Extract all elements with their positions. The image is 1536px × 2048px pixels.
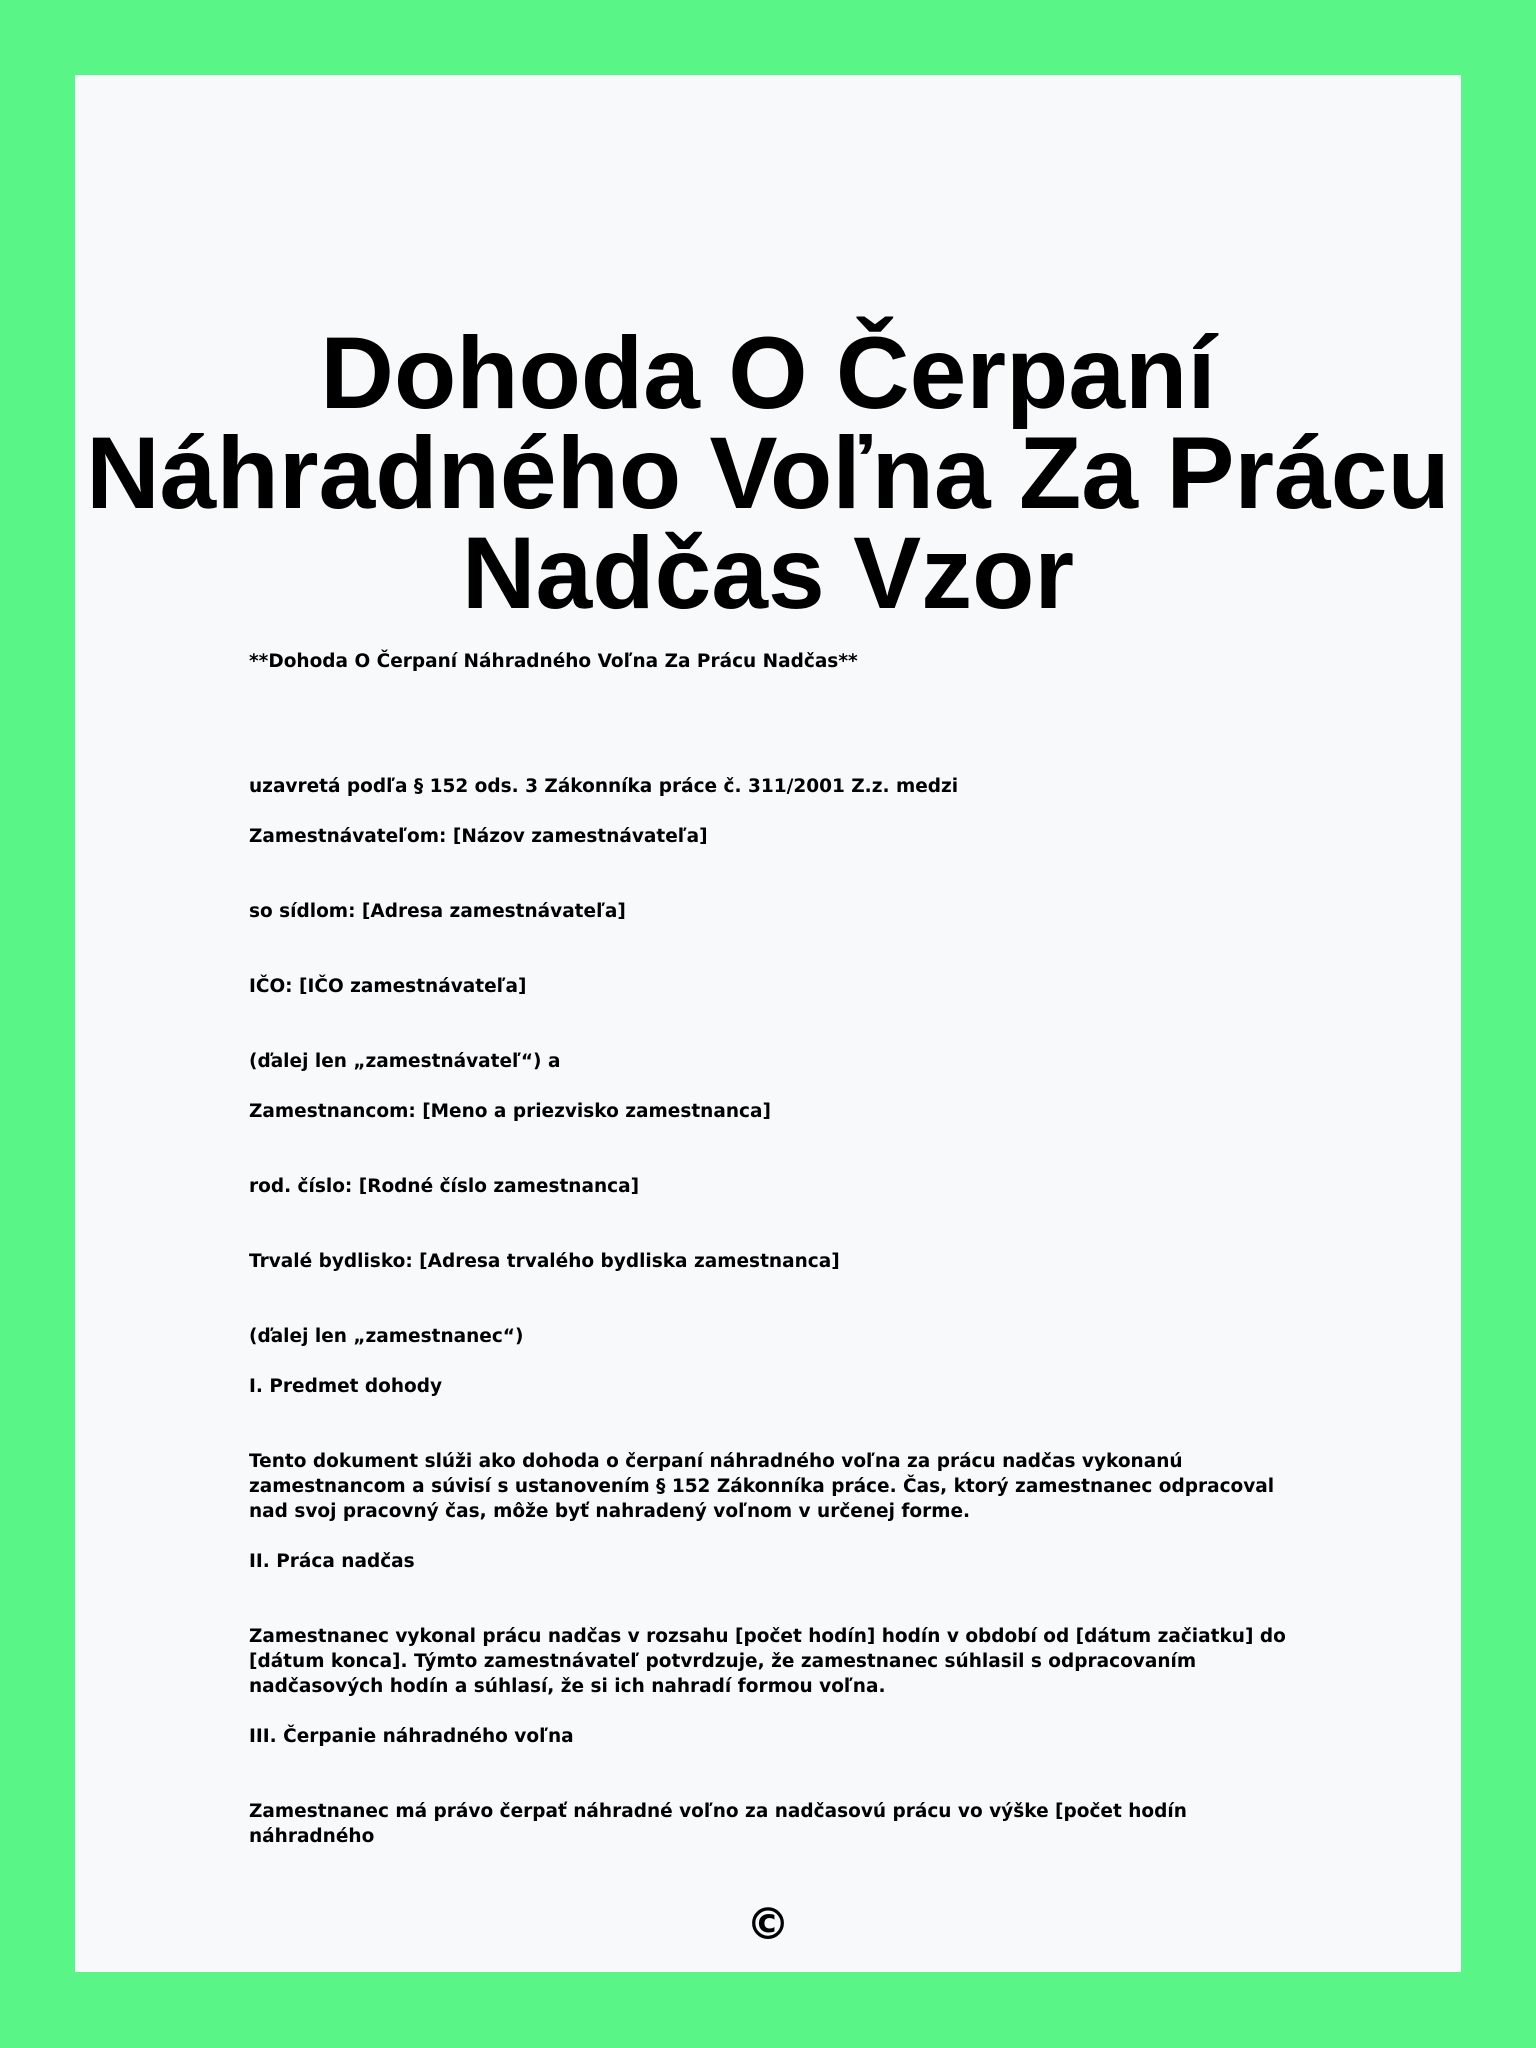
paragraph-section-1: Tento dokument slúži ako dohoda o čerpaní náhradného voľna za prácu nadčas vykonanú zamestnancom a súvisí s ustanovením § 152 Zákonníka práce. Čas, ktorý zamestnanec odpracoval nad svoj pracovný čas, môže byť nahradený voľnom v určenej forme. <box>249 1451 1275 1522</box>
paragraph-employer-address: so sídlom: [Adresa zamestnávateľa] <box>249 901 626 922</box>
section-heading-2: II. Práca nadčas <box>249 1551 415 1572</box>
section-heading-3: III. Čerpanie náhradného voľna <box>249 1726 574 1747</box>
section-heading-1: I. Predmet dohody <box>249 1376 443 1397</box>
paragraph-preamble: uzavretá podľa § 152 ods. 3 Zákonníka práce č. 311/2001 Z.z. medzi <box>249 776 959 797</box>
paragraph-section-2: Zamestnanec vykonal prácu nadčas v rozsahu [počet hodín] hodín v období od [dátum začiatku] do [dátum konca]. Týmto zamestnávateľ potvrdzuje, že zamestnanec súhlasil s odpracovaním nadčasových hodín a súhlasí, že si ich nahradí formou voľna. <box>249 1626 1286 1697</box>
document-title: Dohoda O Čerpaní Náhradného Voľna Za Prácu Nadčas Vzor <box>86 316 1450 630</box>
copyright-icon: © <box>746 1899 790 1950</box>
paragraph-employee-birth-number: rod. číslo: [Rodné číslo zamestnanca] <box>249 1176 640 1197</box>
paragraph-employee-residence: Trvalé bydlisko: [Adresa trvalého bydliska zamestnanca] <box>249 1251 840 1272</box>
document-heading: **Dohoda O Čerpaní Náhradného Voľna Za Prácu Nadčas** <box>249 651 858 672</box>
paragraph-employee-alias: (ďalej len „zamestnanec“) <box>249 1326 524 1347</box>
paragraph-employer-ico: IČO: [IČO zamestnávateľa] <box>249 976 527 997</box>
paragraph-employer: Zamestnávateľom: [Názov zamestnávateľa] <box>249 826 708 847</box>
document-page <box>75 75 1461 1972</box>
paragraph-employee: Zamestnancom: [Meno a priezvisko zamestnanca] <box>249 1101 771 1122</box>
paragraph-section-3: Zamestnanec má právo čerpať náhradné voľno za nadčasovú prácu vo výške [počet hodín náhradného <box>249 1801 1187 1847</box>
paragraph-employer-alias: (ďalej len „zamestnávateľ“) a <box>249 1051 561 1072</box>
